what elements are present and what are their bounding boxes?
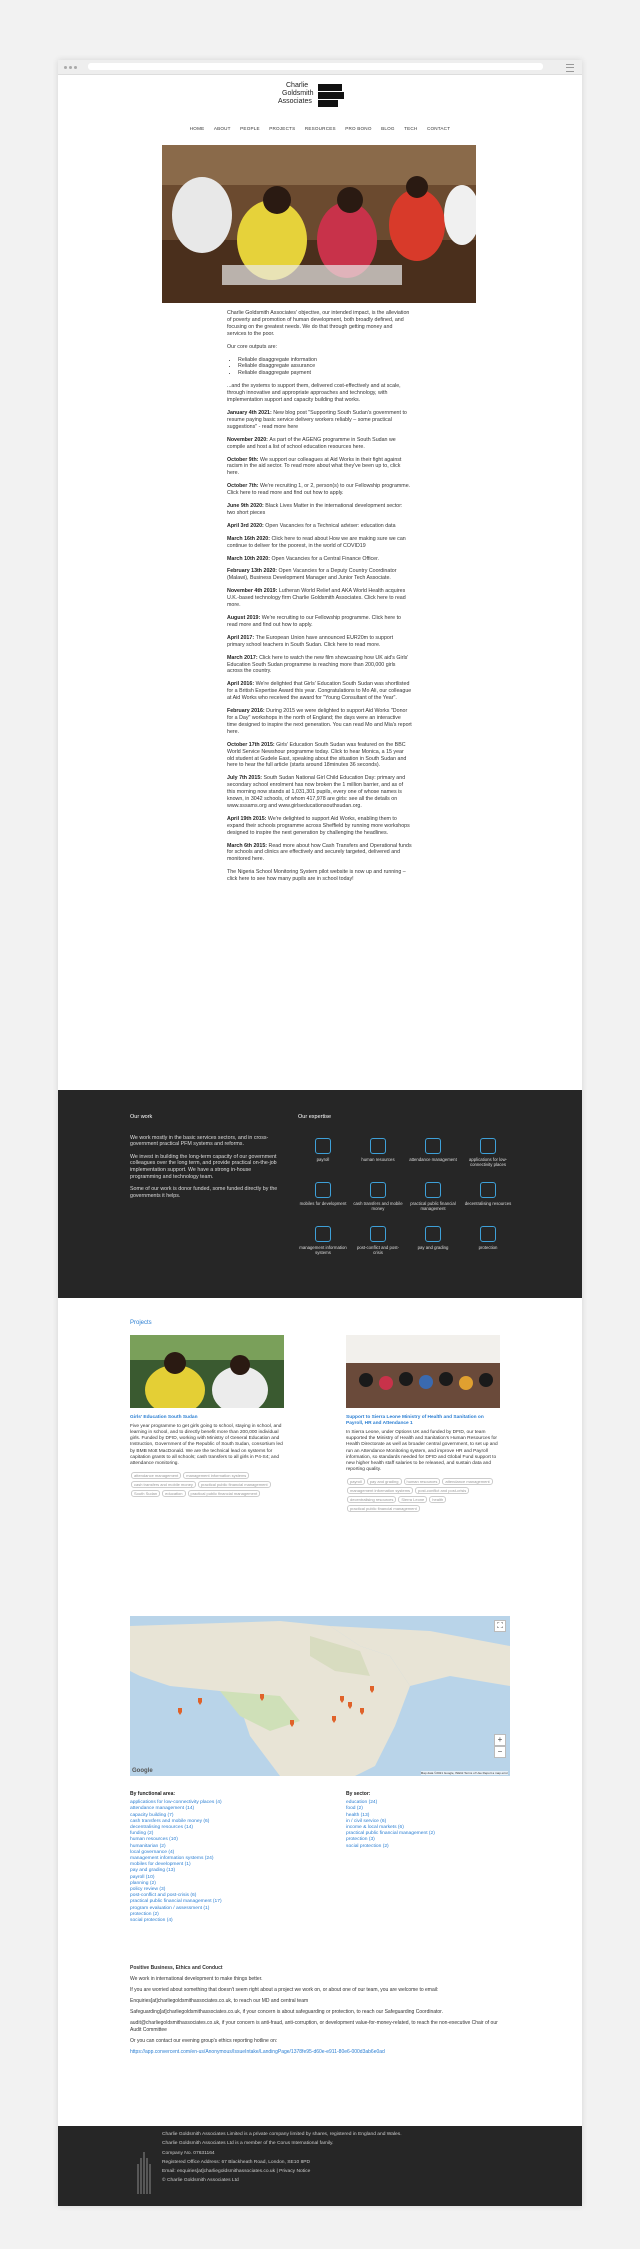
filter-link[interactable]: attendance management (14)	[130, 1806, 195, 1812]
filter-link[interactable]: protection (3)	[346, 1837, 375, 1843]
news-date: March 16th 2020:	[227, 535, 272, 542]
project-tag[interactable]: health	[429, 1496, 446, 1503]
news-item[interactable]	[227, 437, 412, 451]
project-tag[interactable]: practical public financial management	[198, 1481, 271, 1488]
expertise-icon	[315, 1182, 331, 1198]
project-card[interactable]	[130, 1335, 284, 1498]
project-card[interactable]	[346, 1335, 500, 1513]
news-item[interactable]	[227, 843, 412, 864]
filter-link[interactable]: post-conflict and post-crisis (6)	[130, 1893, 197, 1899]
expertise-icon	[370, 1182, 386, 1198]
ethics-text: Or you can contact our evening group's ethics reporting hotline on:	[130, 2038, 278, 2044]
filter-link[interactable]: in / civil service (6)	[346, 1818, 387, 1824]
expertise-label: management information systems	[299, 1245, 347, 1255]
site-footer	[58, 2126, 582, 2206]
news-item[interactable]	[227, 816, 412, 837]
expertise-tile[interactable]	[298, 1226, 348, 1255]
expertise-icon	[425, 1182, 441, 1198]
ethics-text: Enquiries[at]charliegoldsmithassociates.co.uk, to reach our MD and central team	[130, 1998, 309, 2004]
main-nav	[58, 126, 582, 131]
sector-links	[346, 1800, 496, 1850]
logo-bar	[318, 92, 344, 99]
our-work	[130, 1114, 280, 1205]
logo-line: Associates	[278, 98, 312, 105]
google-logo[interactable]: Google	[132, 1768, 153, 1774]
section-heading: Our expertise	[298, 1114, 332, 1120]
work-text: We invest in building the long-term capacity of our government colleagues over the long term, and provide practical on-the-job implementation support. We have a strong in-house programming and technology team.	[130, 1153, 277, 1180]
filter-link[interactable]: education (24)	[346, 1800, 378, 1806]
expertise-label: payroll	[316, 1157, 330, 1162]
project-tag[interactable]: management information systems	[347, 1487, 413, 1494]
news-item[interactable]	[227, 635, 412, 649]
ethics-text: audit@charliegoldsmithassociates.co.uk, if your concern is anti-fraud, anti-corruption, or development value-for-money-related, to reach the non-executive Chair of our Audit Committee	[130, 2020, 498, 2033]
news-item[interactable]	[227, 742, 412, 770]
filter-link[interactable]: humanitarian (2)	[130, 1843, 166, 1849]
expertise-tile[interactable]	[408, 1226, 458, 1250]
expertise-tile[interactable]	[298, 1182, 348, 1206]
nav-about[interactable]: ABOUT	[213, 126, 231, 131]
news-date: February 2016:	[227, 708, 267, 715]
project-tag[interactable]: education	[162, 1490, 185, 1497]
zoom-in-button[interactable]: +	[494, 1734, 506, 1746]
expertise-tile[interactable]	[353, 1138, 403, 1162]
news-date: October 7th:	[227, 483, 260, 490]
project-title[interactable]: Girls' Education South Sudan	[130, 1415, 198, 1421]
hamburger-menu-icon[interactable]	[566, 64, 574, 72]
news-date: October 9th:	[227, 456, 260, 463]
outputs-list	[227, 357, 412, 378]
news-item[interactable]	[227, 655, 412, 676]
news-date: March 2017:	[227, 654, 260, 661]
intro-text: Our core outputs are:	[227, 343, 278, 350]
zoom-out-button[interactable]: −	[494, 1746, 506, 1758]
news-date: April 2017:	[227, 634, 256, 641]
filter-link[interactable]: social protection (2)	[346, 1843, 389, 1849]
functional-area-list	[130, 1791, 280, 1924]
main-content	[227, 310, 412, 889]
sector-list	[346, 1791, 496, 1850]
expertise-tile[interactable]	[463, 1226, 513, 1250]
expertise-tile[interactable]	[463, 1138, 513, 1167]
project-tag[interactable]: attendance management	[442, 1478, 492, 1485]
project-description: Five year programme to get girls going to school, staying in school, and learning in school, and to directly benefit more than 200,000 individual girls. Funded by DFID, working with Ministry of General Education and Instruction, Government of the Republic of South Sudan, consortium led by BMB Mott MacDonald. We are the technical lead on systems for capitation grants to all schools; cash transfers to all girls in P4-S4; and attendance monitoring.	[130, 1424, 283, 1466]
news-text: The European Union have announced EUR20m to support primary school teachers in South Sudan. Click here to read more.	[227, 634, 394, 648]
projects-heading: Projects	[130, 1320, 152, 1326]
project-title[interactable]: Support to Sierra Leone Ministry of Health and Sanitation on Payroll, HR and Attendance 1	[346, 1415, 484, 1427]
news-item[interactable]	[227, 615, 412, 629]
news-text: As part of the AGENG programme in South Sudan we compile and host a list of school education resources here.	[227, 436, 396, 450]
fullscreen-icon[interactable]: ⛶	[494, 1620, 506, 1632]
map-attribution: Map data ©2021 Google, INEGI Terms of Use Report a map error	[420, 1771, 508, 1775]
news-text: Girls' Education South Sudan was featured on the BBC World Service Newshour programme today. Click to hear Monica, a 15 year old student at Gudele East, speaking about the situation in South Sudan and here to hear the full article (starts around 18minutes 36 seconds).	[227, 741, 407, 769]
news-date: April 3rd 2020:	[227, 522, 266, 529]
nav-blog[interactable]: BLOG	[381, 126, 395, 131]
news-text: Lutheran World Relief and AKA World Health acquires U.K.-based technology firm Charlie Goldsmith Associates. Click here to read more.	[227, 588, 406, 609]
expertise-icon	[480, 1182, 496, 1198]
news-text: Black Lives Matter in the international development sector: two short pieces	[227, 503, 403, 516]
ethics-section	[130, 1965, 510, 2060]
footer-line[interactable]: Email: enquiries[at]charliegoldsmithassociates.co.uk | Privacy Notice	[162, 2169, 311, 2175]
news-item[interactable]	[227, 556, 412, 563]
expertise-label: pay and grading	[417, 1245, 449, 1250]
ethics-heading: Positive Business, Ethics and Conduct	[130, 1965, 223, 1971]
news-item[interactable]	[227, 588, 412, 609]
expertise-icon	[315, 1226, 331, 1242]
footer-line: Charlie Goldsmith Associates Limited is a private company limited by shares, registered in England and Wales.	[162, 2132, 402, 2137]
news-text: During 2015 we were delighted to support Aid Works "Donor for a Day" workshops in the north of England; the days were an interactive time designed to inspire the next generation. You can read Mo and Mia's report here.	[227, 708, 412, 735]
filter-link[interactable]: capacity building (7)	[130, 1812, 174, 1818]
nav-home[interactable]: HOME	[189, 126, 205, 131]
filter-link[interactable]: pay and grading (13)	[130, 1868, 176, 1874]
filter-link[interactable]: applications for low-connectivity places (4)	[130, 1800, 222, 1806]
project-tags	[130, 1471, 284, 1498]
intro-text: Charlie Goldsmith Associates' objective, our intended impact, is the alleviation of poverty and promotion of human development, both broadly defined, and focusing on the greatest needs. We do that through getting money and services to the poor.	[227, 310, 410, 337]
nav-tech[interactable]: TECH	[404, 126, 418, 131]
nav-pro-bono[interactable]: PRO BONO	[345, 126, 372, 131]
project-tag[interactable]: attendance management	[131, 1472, 181, 1479]
filter-link[interactable]: program evaluation / assessment (1)	[130, 1905, 210, 1911]
logo-line: Goldsmith	[282, 90, 314, 97]
news-date: March 6th 2015:	[227, 842, 269, 849]
project-photo	[346, 1335, 500, 1408]
footer-logo-icon	[136, 2144, 154, 2194]
expertise-label: protection	[478, 1245, 498, 1250]
expertise-icon	[370, 1138, 386, 1154]
news-item[interactable]	[227, 536, 412, 550]
project-tag[interactable]: post-conflict and post-crisis	[415, 1487, 469, 1494]
news-date: April 19th 2015:	[227, 815, 268, 822]
footer-text	[162, 2130, 402, 2186]
project-tag[interactable]: cash transfers and mobile money	[131, 1481, 196, 1488]
project-tag[interactable]: Sierra Leone	[398, 1496, 427, 1503]
news-text: We're delighted that Girls' Education South Sudan was shortlisted for a British Expertise Award this year. Congratulations to Mo Ali, our colleague at Aid Works who received the award for "Young Consultant of the Year".	[227, 681, 412, 702]
browser-toolbar	[58, 60, 582, 75]
filter-link[interactable]: food (2)	[346, 1806, 363, 1812]
expertise-icon	[480, 1226, 496, 1242]
news-list	[227, 410, 412, 883]
footer-line: Registered Office Address: 67 Blackheath Road, London, SE10 8PD	[162, 2159, 311, 2165]
functional-links	[130, 1800, 280, 1924]
list-item: • Reliable disaggregate payment	[238, 370, 412, 377]
window-dot-icon[interactable]	[74, 66, 77, 69]
work-expertise-section	[58, 1090, 582, 1298]
work-text: We work mostly in the basic services sectors, and in cross-government practical PFM systems and reforms.	[130, 1134, 269, 1148]
filter-link[interactable]: income & local markets (6)	[346, 1825, 404, 1831]
project-tag[interactable]: human resources	[404, 1478, 441, 1485]
filter-link[interactable]: mobiles for development (1)	[130, 1862, 191, 1868]
expertise-label: mobiles for development	[299, 1201, 347, 1206]
news-date: November 2020:	[227, 436, 270, 443]
news-text: We support our colleagues at Aid Works in their fight against racism in the aid sector. To read more about what they've been up to, click here.	[227, 456, 402, 477]
news-text: South Sudan National Girl Child Education Day: primary and secondary school enrolment has now broken the 1 million barrier, and as of this morning now stands at 1,031,301 pupils, every one of whose names is known, in 3042 schools, of whom 417,978 are girls: see all the details on www.sssams.org and www.girlseducationsouthsudan.org.	[227, 775, 406, 809]
list-heading: By sector:	[346, 1791, 371, 1797]
list-heading: By functional area:	[130, 1791, 176, 1797]
project-tag[interactable]: South Sudan	[131, 1490, 160, 1497]
news-item[interactable]	[227, 523, 412, 530]
filter-link[interactable]: protection (2)	[130, 1911, 159, 1917]
news-item[interactable]	[227, 775, 412, 810]
nav-people[interactable]: PEOPLE	[240, 126, 260, 131]
intro-text: ...and the systems to support them, delivered cost-effectively and at scale, through innovative and appropriate approaches and technology, with implementation support and capacity building that works.	[227, 383, 401, 404]
filter-link[interactable]: cash transfers and mobile money (6)	[130, 1818, 210, 1824]
news-date: March 10th 2020:	[227, 555, 272, 562]
news-text: Open Vacancies for a Central Finance Officer.	[271, 555, 380, 562]
our-expertise	[298, 1114, 528, 1255]
filter-link[interactable]: human resources (10)	[130, 1837, 178, 1843]
expertise-icon	[370, 1226, 386, 1242]
news-date: October 17th 2015:	[227, 741, 277, 748]
ethics-text: We work in international development to make things better.	[130, 1976, 263, 1982]
news-text: New blog post "Supporting South Sudan's government to resume paying basic service delivery workers reliably – some practical suggestions" - read more here	[227, 409, 407, 430]
news-date: August 2019:	[227, 615, 262, 621]
projects-map[interactable]	[130, 1616, 510, 1776]
news-item[interactable]	[227, 708, 412, 736]
expertise-icon	[315, 1138, 331, 1154]
logo-bar	[318, 84, 342, 91]
expertise-label: applications for low-connectivity places	[469, 1157, 507, 1167]
expertise-label: practical public financial management	[410, 1201, 456, 1211]
expertise-icon	[480, 1138, 496, 1154]
news-text: We're recruiting to our Fellowship programme. Click here to read more and find out how to apply.	[227, 615, 402, 628]
list-item: • Reliable disaggregate assurance	[238, 363, 412, 370]
news-text: Open Vacancies for a Deputy Country Coordinator (Malawi), Business Development Manager and Junior Tech Associate.	[227, 568, 397, 582]
window-dot-icon[interactable]	[69, 66, 72, 69]
expertise-label: cash transfers and mobile money	[353, 1201, 403, 1211]
project-tag[interactable]: practical public financial management	[188, 1490, 261, 1497]
expertise-tile[interactable]	[463, 1182, 513, 1206]
expertise-tile[interactable]	[408, 1182, 458, 1211]
logo-line: Charlie	[286, 82, 309, 89]
news-text: Click here to watch the new film showcasing how UK aid's Girls' Education South Sudan programme is reaching more than 200,000 girls across the country.	[227, 654, 409, 675]
news-item[interactable]	[227, 410, 412, 431]
hero-photo	[162, 145, 476, 303]
footer-line: Company No. 07631164	[162, 2150, 215, 2156]
window-dot-icon[interactable]	[64, 66, 67, 69]
section-heading: Our work	[130, 1114, 153, 1120]
news-item[interactable]	[227, 568, 412, 582]
project-tag[interactable]: pay and grading	[367, 1478, 402, 1485]
expertise-label: decentralising resources	[464, 1201, 512, 1206]
news-text: Read more about how Cash Transfers and Operational funds for schools and clinics are effectively and securely targeted, delivered and monitored here.	[227, 842, 412, 863]
news-date: April 2016:	[227, 681, 256, 688]
news-date: January 4th 2021:	[227, 409, 274, 416]
filter-link[interactable]: practical public financial management (17)	[130, 1899, 222, 1905]
project-tag[interactable]: payroll	[347, 1478, 365, 1485]
project-tag[interactable]: management information systems	[183, 1472, 249, 1479]
expertise-tile[interactable]	[298, 1138, 348, 1162]
filter-link[interactable]: practical public financial management (2)	[346, 1831, 435, 1837]
site-logo[interactable]	[278, 82, 378, 112]
expertise-tile[interactable]	[353, 1182, 403, 1211]
address-bar[interactable]	[88, 63, 543, 70]
filter-link[interactable]: planning (2)	[130, 1880, 156, 1886]
expertise-label: attendance management	[409, 1157, 457, 1162]
footer-line: © Charlie Goldsmith Associates Ltd	[162, 2178, 239, 2184]
footer-line: Charlie Goldsmith Associates Ltd is a member of the Corus International family.	[162, 2141, 334, 2147]
browser-window	[58, 60, 582, 2206]
nav-contact[interactable]: CONTACT	[426, 126, 451, 131]
nav-projects[interactable]: PROJECTS	[269, 126, 296, 131]
project-tag[interactable]: practical public financial management	[347, 1505, 420, 1512]
news-date: July 7th 2015:	[227, 775, 264, 782]
news-date: June 9th 2020:	[227, 503, 266, 510]
project-tag[interactable]: decentralising resources	[347, 1496, 396, 1503]
news-text: We're delighted to support Aid Works, enabling them to expand their schools programme across Sheffield by running more workshops designed to inspire the next generation by challenging the headlines.	[227, 815, 410, 836]
expertise-tile[interactable]	[353, 1226, 403, 1255]
expertise-icon	[425, 1226, 441, 1242]
ethics-text: If you are worried about something that doesn't seem right about a project we work on, or about one of our team, you are welcome to email:	[130, 1987, 439, 1993]
news-text: The Nigeria School Monitoring System pilot website is now up and running – click here to see how many pupils are in school today!	[227, 869, 406, 883]
filter-link[interactable]: management information systems (24)	[130, 1856, 214, 1862]
expertise-icon	[425, 1138, 441, 1154]
filter-link[interactable]: funding (2)	[130, 1831, 154, 1837]
logo-bar	[318, 100, 338, 107]
filter-link[interactable]: health (13)	[346, 1812, 370, 1818]
news-text: Click here to read about How we are making sure we can continue to deliver for the poorest, in the world of COVID19	[227, 535, 406, 549]
filter-link[interactable]: local governance (4)	[130, 1849, 175, 1855]
filter-link[interactable]: social protection (4)	[130, 1918, 173, 1924]
news-item[interactable]	[227, 483, 412, 497]
expertise-label: human resources	[361, 1157, 395, 1162]
expertise-tile[interactable]	[408, 1138, 458, 1162]
list-item: • Reliable disaggregate information	[238, 357, 412, 364]
expertise-label: post-conflict and post-crisis	[356, 1245, 400, 1255]
filter-link[interactable]: policy review (3)	[130, 1887, 166, 1893]
news-date: February 13th 2020:	[227, 568, 279, 575]
news-date: November 4th 2019:	[227, 588, 279, 595]
news-item[interactable]	[227, 681, 412, 702]
hotline-link[interactable]: https://app.convercent.com/en-us/Anonymous/IssueIntake/LandingPage/1378fe95-d60e-e911-80e6-000d3ab6e0ad	[130, 2049, 385, 2055]
nav-resources[interactable]: RESOURCES	[304, 126, 336, 131]
filter-link[interactable]: payroll (10)	[130, 1874, 155, 1880]
news-item[interactable]	[227, 457, 412, 478]
news-item[interactable]	[227, 503, 412, 517]
project-tags	[346, 1477, 500, 1513]
news-item[interactable]	[227, 869, 412, 883]
filter-link[interactable]: decentralising resources (14)	[130, 1825, 194, 1831]
news-text: We're recruiting 1, or 2, person(s) to our Fellowship programme. Click here to read more and find out how to apply.	[227, 483, 411, 497]
project-photo	[130, 1335, 284, 1408]
project-description: In Sierra Leone, under Options UK and funded by DFID, our team supported the Ministry of Health and Sanitation's Human Resources for Health Directorate as well as broader central government, to set up and run an Attendance Monitoring system, and improve HR and Payroll information, so standards needed for DFID and Global Fund support to new higher health staff salaries to be released, and sustain data and reporting quality.	[346, 1430, 498, 1472]
news-text: Open Vacancies for a Technical adviser: education data	[265, 522, 396, 529]
ethics-text: Safeguarding[at]charliegoldsmithassociates.co.uk, if your concern is about safeguarding or protection, to reach our Safeguarding Coordinator.	[130, 2009, 443, 2015]
work-text: Some of our work is donor funded, some funded directly by the governments it helps.	[130, 1186, 278, 1199]
